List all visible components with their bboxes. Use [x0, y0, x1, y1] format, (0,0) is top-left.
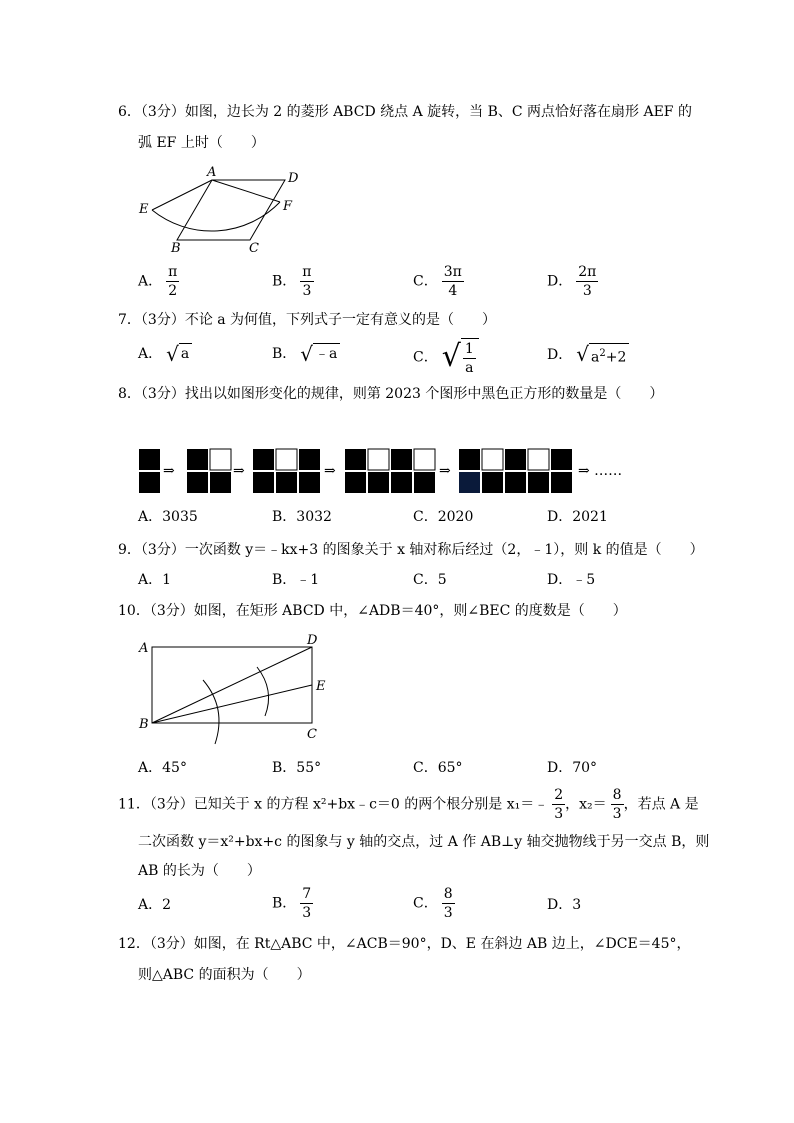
q8-arrow-3: ⇒ [324, 463, 336, 479]
q8-arrow-1: ⇒ [163, 463, 175, 479]
q11-stem-line2: 二次函数 y＝x²+bx+c 的图象与 y 轴的交点，过 A 作 AB⊥y 轴交抛物线于另一交点 B，则 [138, 834, 710, 850]
q6-option-b: B． $\frac{\pi}{3}$ [272, 264, 312, 299]
q10-label-b: B [139, 717, 149, 732]
q6-rhombus-figure [130, 160, 310, 260]
q8-arrow-2: ⇒ [233, 463, 245, 479]
q9-option-c: C．5 [413, 572, 447, 588]
q10-label-e: E [316, 679, 326, 694]
q10-option-b: B．55° [272, 760, 322, 776]
q10-option-a: A．45° [138, 760, 187, 776]
q10-label-a: A [139, 641, 149, 656]
q11-stem-line3: AB 的长为（ ） [138, 863, 261, 879]
q10-label-c: C [307, 727, 317, 742]
q6-stem-line1: 6．（3分）如图，边长为 2 的菱形 ABCD 绕点 A 旋转，当 B、C 两点恰好落在扇形 AEF 的 [118, 104, 692, 120]
q10-option-d: D．70° [547, 760, 598, 776]
q6-option-c: C． $\frac{3\pi}{4}$ [413, 264, 462, 299]
q7-option-c: C． √ $\frac{1}{a}$ [413, 338, 479, 377]
q8-option-b: B．3032 [272, 509, 332, 525]
q8-option-c: C．2020 [413, 509, 474, 525]
q12-stem-line2: 则△ABC 的面积为（ ） [138, 967, 311, 983]
q11-option-c: C． $\frac{8}{3}$ [413, 886, 453, 921]
q7-option-d: D． √ $a^2+2$ [547, 343, 629, 367]
q7-stem: 7．（3分）不论 a 为何值，下列式子一定有意义的是（ ） [118, 312, 497, 328]
q9-option-a: A．1 [138, 572, 172, 588]
q7-option-a: A． √ a [138, 343, 192, 365]
q9-option-b: B．﹣1 [272, 572, 320, 588]
q6-label-b: B [171, 241, 181, 256]
q6-label-f: F [283, 199, 293, 214]
q10-label-d: D [307, 633, 318, 648]
q9-stem: 9．（3分）一次函数 y＝﹣kx+3 的图象关于 x 轴对称后经过（2，﹣1），则 k 的值是（ ） [118, 542, 704, 558]
q10-stem: 10．（3分）如图，在矩形 ABCD 中，∠ADB＝40°，则∠BEC 的度数是（ ） [118, 603, 627, 619]
q6-label-c: C [249, 241, 259, 256]
q11-option-d: D．3 [547, 897, 582, 913]
q11-option-b: B． $\frac{7}{3}$ [272, 886, 312, 921]
q8-arrow-4: ⇒ [439, 463, 451, 479]
q11-option-a: A．2 [138, 897, 172, 913]
q12-stem-line1: 12．（3分）如图，在 Rt△ABC 中，∠ACB＝90°，D、E 在斜边 AB 边上，∠DCE＝45°， [118, 936, 691, 952]
q6-option-a: A． $\frac{\pi}{2}$ [138, 264, 178, 299]
q7-option-b: B． √ ﹣a [272, 343, 340, 365]
q6-option-d: D． $\frac{2\pi}{3}$ [547, 264, 597, 299]
q10-option-c: C．65° [413, 760, 463, 776]
q11-stem-line1: 11．（3分）已知关于 x 的方程 x²+bx﹣c＝0 的两个根分别是 x₁＝﹣ $\frac{2}{3}$ ，x₂＝ $\frac{8}{3}$ ，若点 A 是 [118, 787, 699, 822]
q6-stem-line2: 弧 EF 上时（ ） [138, 135, 265, 151]
q6-label-a: A [207, 165, 217, 180]
q8-option-d: D．2021 [547, 509, 608, 525]
q6-label-d: D [288, 171, 299, 186]
q10-rectangle-figure [135, 630, 335, 745]
q6-label-e: E [139, 202, 149, 217]
q8-stem: 8．（3分）找出以如图形变化的规律，则第 2023 个图形中黑色正方形的数量是（ ） [118, 386, 664, 402]
q8-option-a: A．3035 [138, 509, 198, 525]
q8-arrow-ellipsis: ⇒ …… [578, 463, 623, 479]
q9-option-d: D．﹣5 [547, 572, 596, 588]
